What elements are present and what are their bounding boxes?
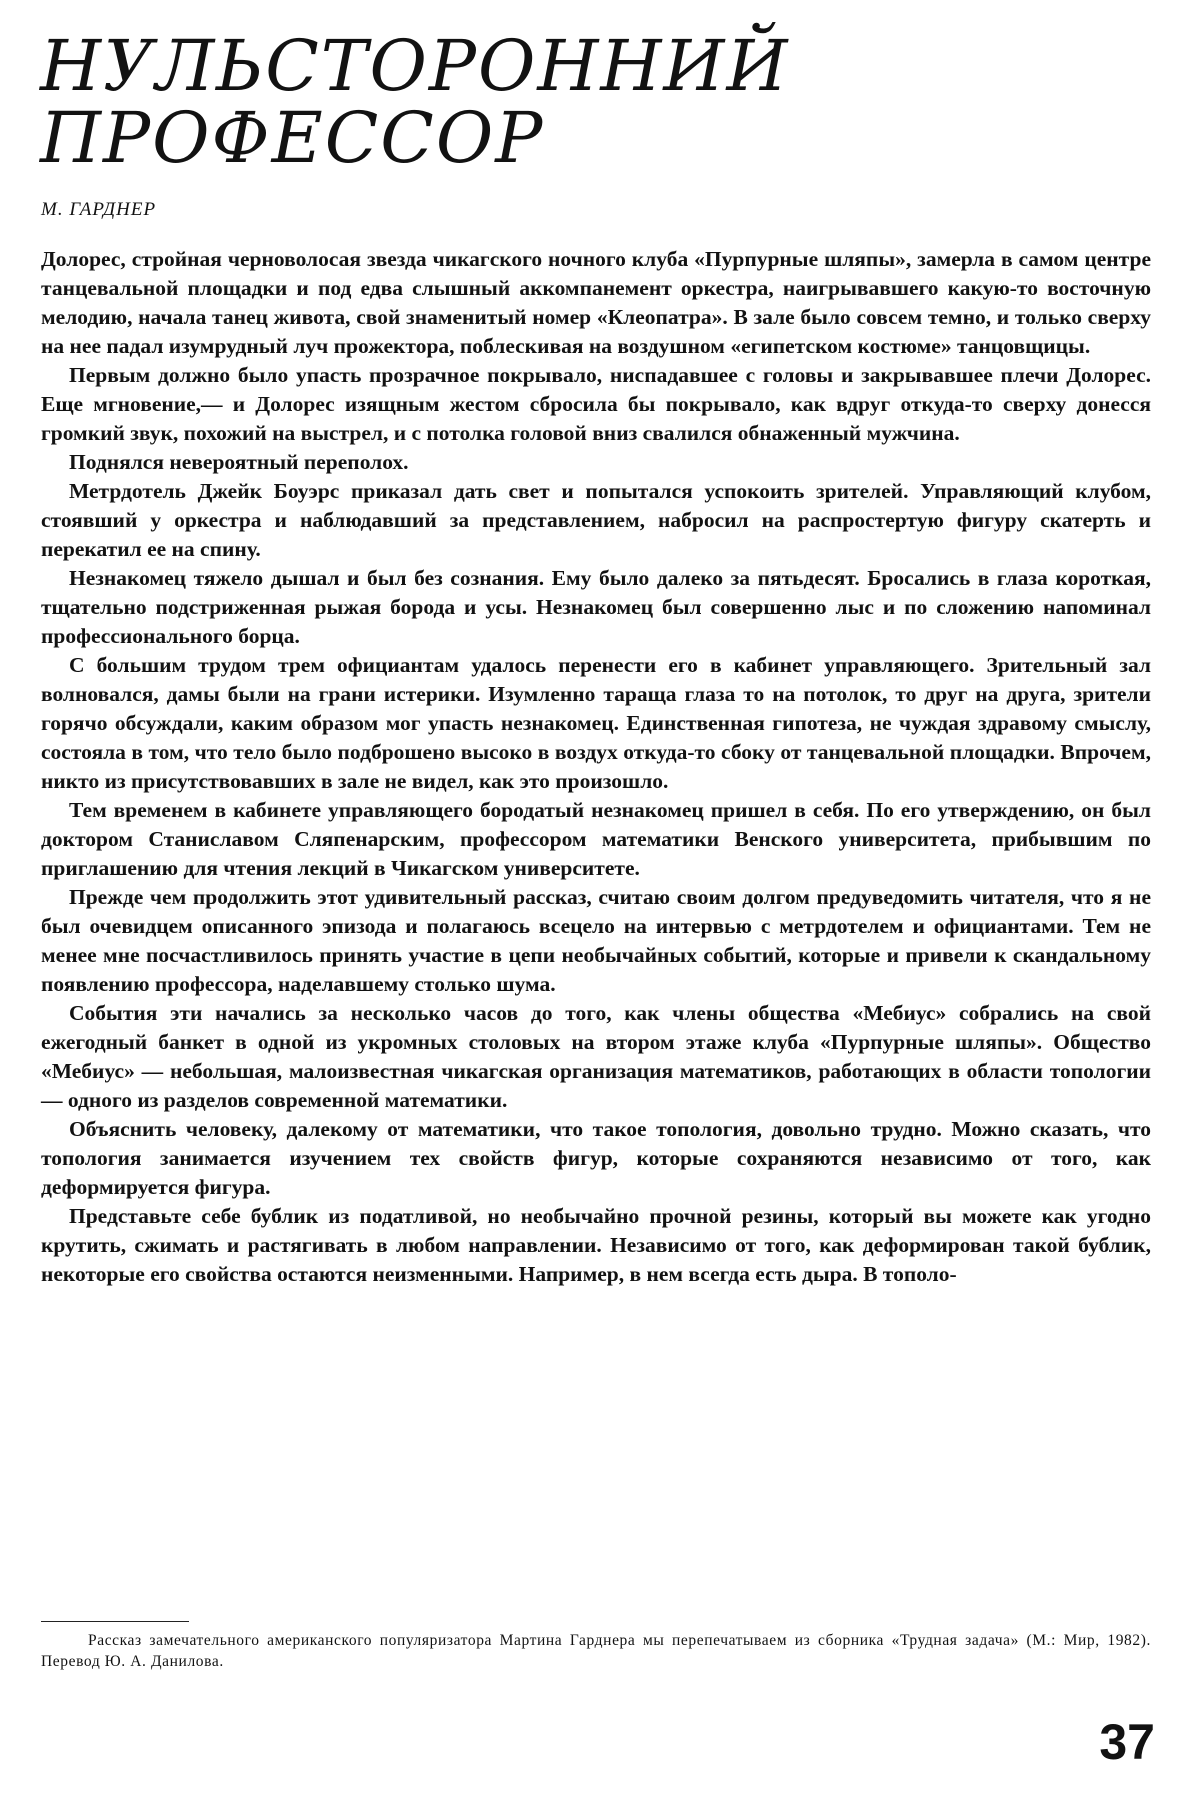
author-byline: М. ГАРДНЕР (41, 199, 157, 220)
footnote (41, 1630, 1151, 1672)
paragraph: Метрдотель Джейк Боуэрс приказал дать свет и попытался успокоить зрителей. Управляющий клубом, стоявший у оркестра и наблюдавший за представлением, набросил на распростертую фигуру скатерть и перекатил ее на спину. (41, 479, 1151, 561)
article-title (40, 25, 1080, 179)
paragraph: С большим трудом трем официантам удалось перенести его в кабинет управляющего. Зрительный зал волновался, дамы были на грани истерики. Изумленно тараща глаза то на потолок, то друг на друга, зрители горячо обсуждали, каким образом мог упасть незнакомец. Единственная гипотеза, не чуждая здравому смыслу, состояла в том, что тело было подброшено высоко в воздух откуда-то сбоку от танцевальной площадки. Впрочем, никто из присутствовавших в зале не видел, как это произошло. (41, 653, 1151, 793)
paragraph: Долорес, стройная черноволосая звезда чикагского ночного клуба «Пурпурные шляпы», замерла в самом центре танцевальной площадки и под едва слышный аккомпанемент оркестра, наигрывавшего какую-то восточную мелодию, начала танец живота, свой знаменитый номер «Клеопатра». В зале было совсем темно, и только сверху на нее падал изумрудный луч прожектора, поблескивая на воздушном «египетском костюме» танцовщицы. (41, 247, 1151, 358)
paragraph: События эти начались за несколько часов до того, как члены общества «Мебиус» собрались на свой ежегодный банкет в одной из укромных столовых на втором этаже клуба «Пурпурные шляпы». Общество «Мебиус» — небольшая, малоизвестная чикагская организация математиков, работающих в области топологии — одного из разделов современной математики. (41, 1001, 1151, 1112)
title-line-1: НУЛЬСТОРОННИЙ (40, 25, 790, 107)
paragraph: Представьте себе бублик из податливой, но необычайно прочной резины, который вы можете как угодно крутить, сжимать и растягивать в любом направлении. Независимо от того, как деформирован такой бублик, некоторые его свойства остаются неизменными. Например, в нем всегда есть дыра. В тополо- (41, 1204, 1151, 1286)
paragraph: Поднялся невероятный переполох. (69, 450, 409, 474)
page-number: 37 (1099, 1714, 1155, 1770)
paragraph: Объяснить человеку, далекому от математики, что такое топология, довольно трудно. Можно сказать, что топология занимается изучением тех свойств фигур, которые сохраняются независимо от того, как деформируется фигура. (41, 1117, 1151, 1199)
footnote-divider (41, 1621, 189, 1622)
paragraph: Тем временем в кабинете управляющего бородатый незнакомец пришел в себя. По его утверждению, он был доктором Станиславом Сляпенарским, профессором математики Венского университета, прибывшим по приглашению для чтения лекций в Чикагском университете. (41, 798, 1151, 880)
paragraph: Незнакомец тяжело дышал и был без сознания. Ему было далеко за пятьдесят. Бросались в глаза короткая, тщательно подстриженная рыжая борода и усы. Незнакомец был совершенно лыс и по сложению напоминал профессионального борца. (41, 566, 1151, 648)
title-line-2: ПРОФЕССОР (40, 97, 545, 179)
article-body (41, 245, 1151, 1289)
paragraph: Первым должно было упасть прозрачное покрывало, ниспадавшее с головы и закрывавшее плечи Долорес. Еще мгновение,— и Долорес изящным жестом сбросила бы покрывало, как вдруг откуда-то сверху донесся громкий звук, похожий на выстрел, и с потолка головой вниз свалился обнаженный мужчина. (41, 363, 1151, 445)
paragraph: Прежде чем продолжить этот удивительный рассказ, считаю своим долгом предуведомить читателя, что я не был очевидцем описанного эпизода и полагаюсь всецело на интервью с метрдотелем и официантами. Тем не менее мне посчастливилось принять участие в цепи необычайных событий, которые и привели к скандальному появлению профессора, наделавшему столько шума. (41, 885, 1151, 996)
footnote-text: Рассказ замечательного американского популяризатора Мартина Гарднера мы перепечатываем из сборника «Трудная задача» (М.: Мир, 1982). Перевод Ю. А. Данилова. (41, 1632, 1151, 1670)
